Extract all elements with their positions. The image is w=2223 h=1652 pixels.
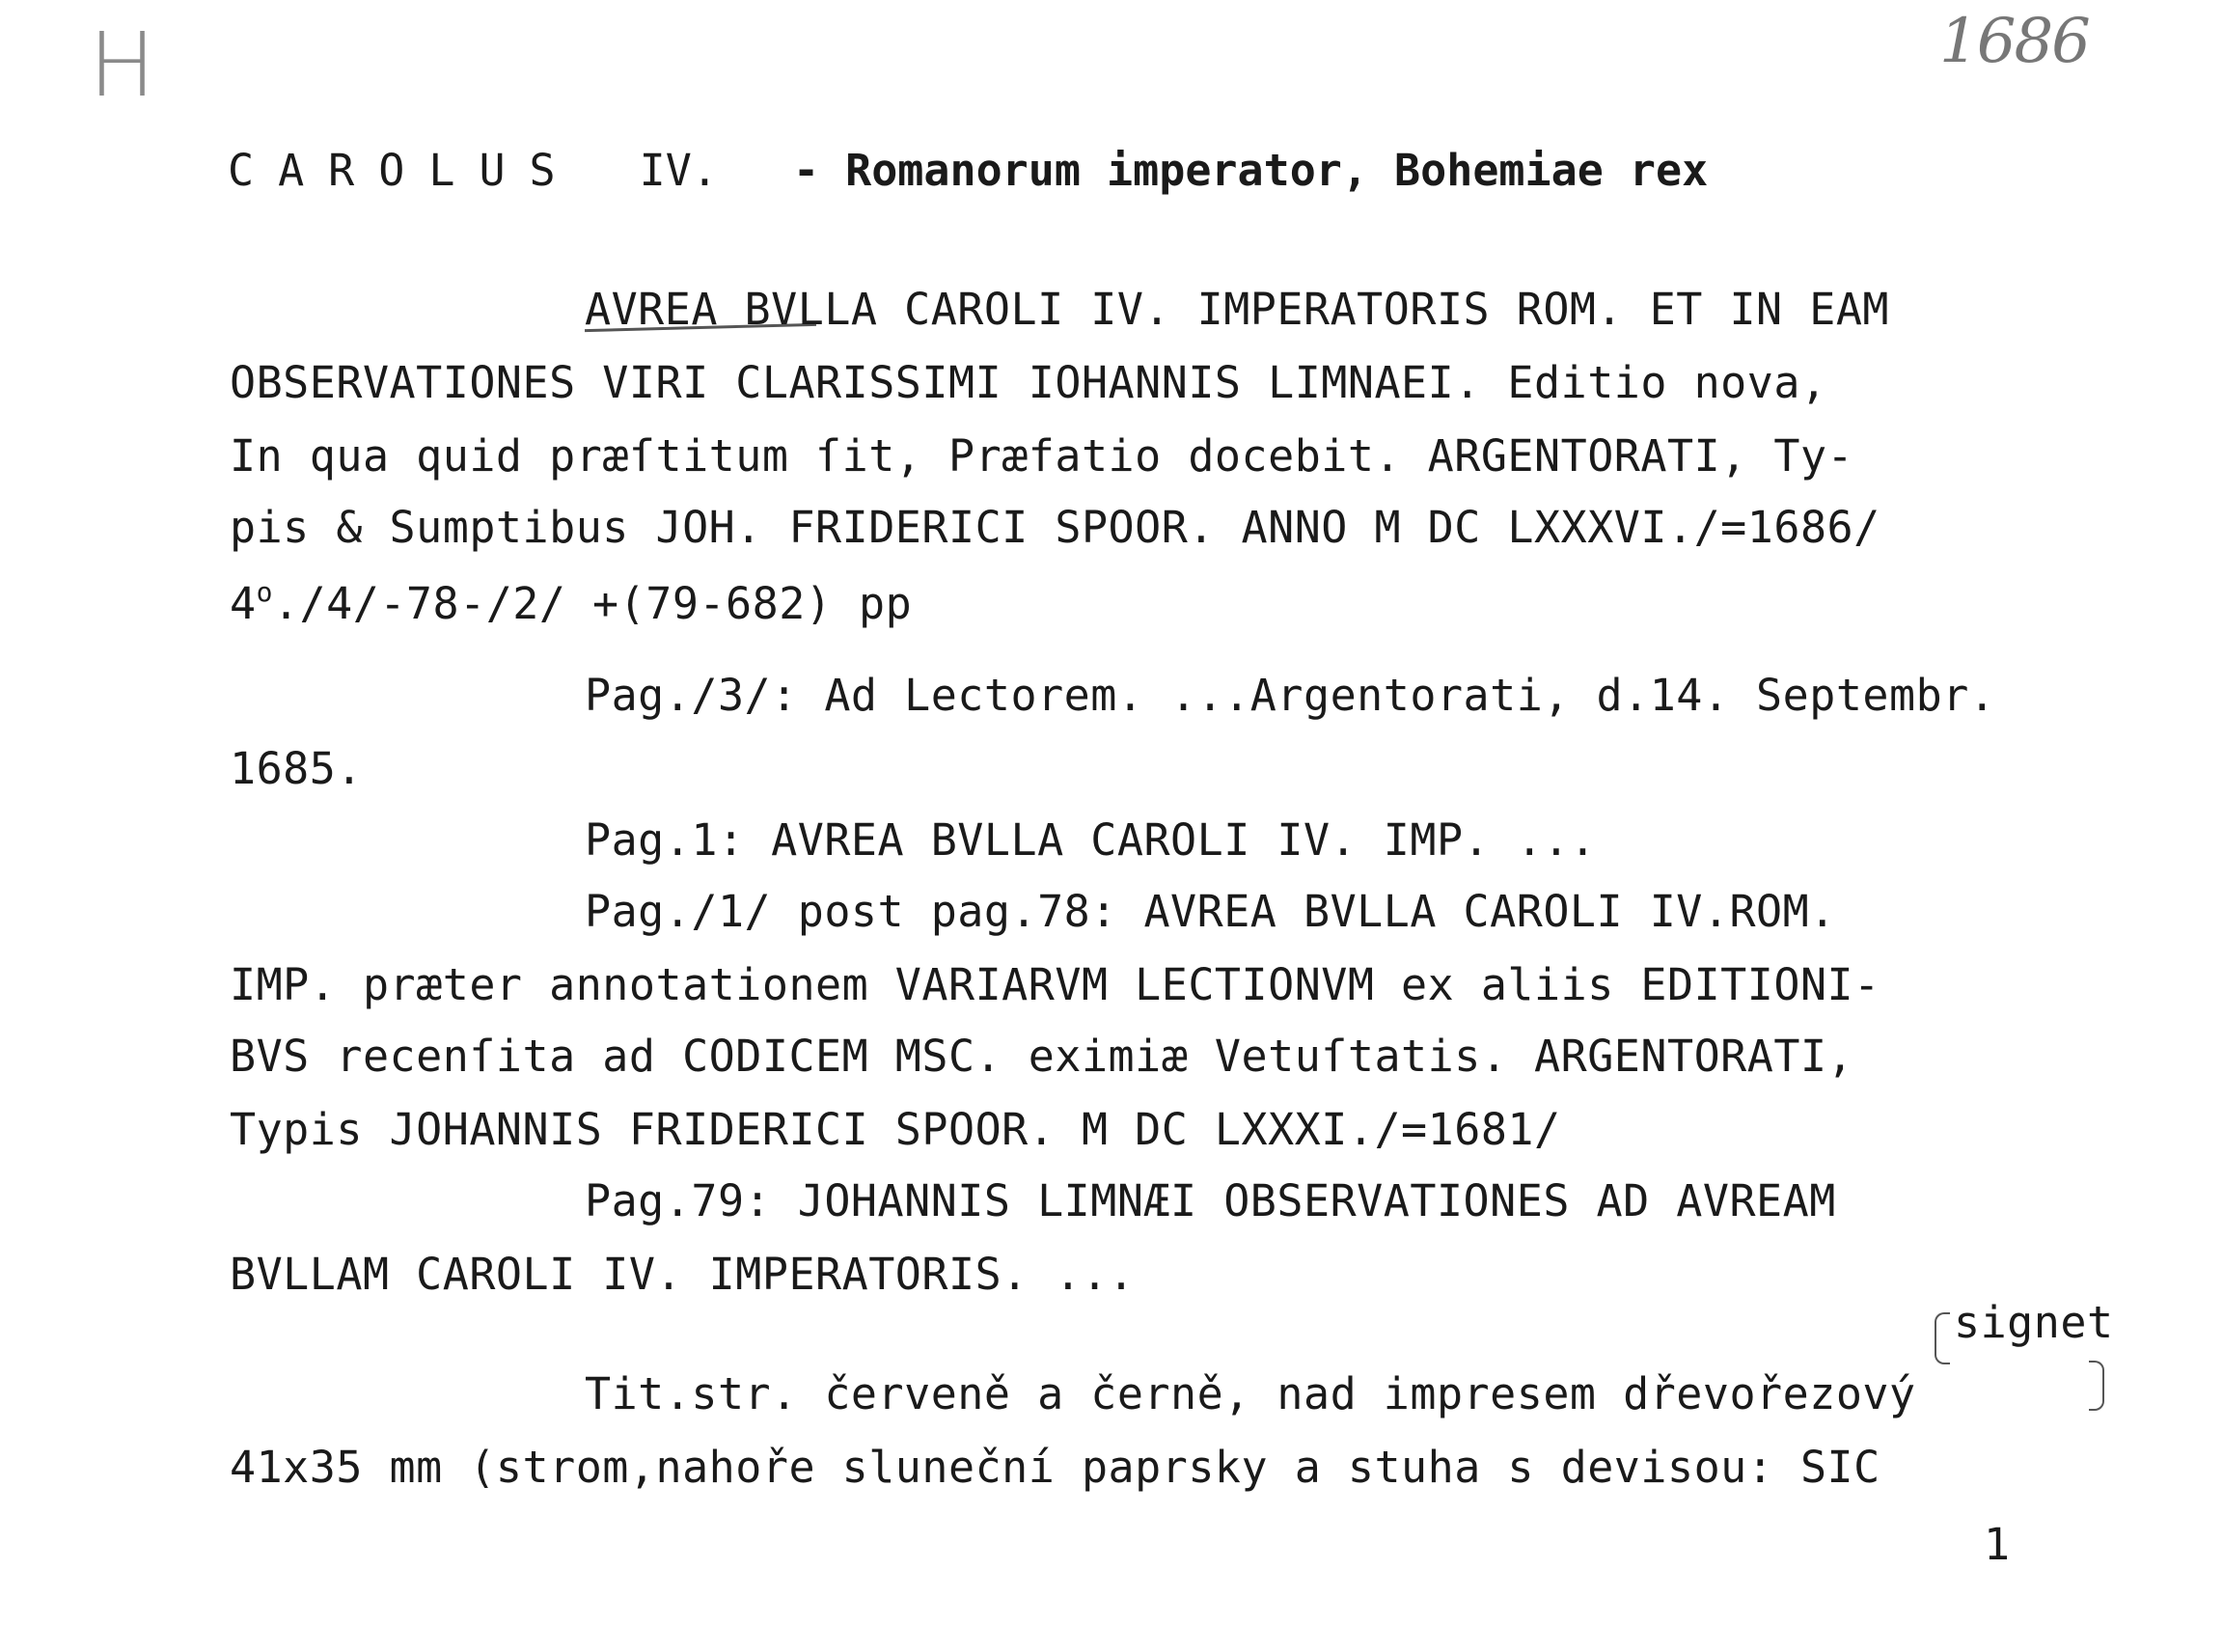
heading-subtitle: - Romanorum imperator, Bohemiae rex	[792, 145, 1709, 196]
body-line-6: Pag./3/: Ad Lectorem. ...Argentorati, d.14. Septembr.	[585, 670, 1996, 721]
body-line-13: Pag.79: JOHANNIS LIMNÆI OBSERVATIONES AD AVREAM	[585, 1175, 1836, 1226]
margin-note: signet	[1954, 1297, 2114, 1348]
margin-bracket-right	[2089, 1361, 2104, 1411]
heading-numeral: IV.	[639, 145, 718, 196]
body-line-9: Pag./1/ post pag.78: AVREA BVLLA CAROLI IV.ROM.	[585, 886, 1836, 937]
body-line-2: OBSERVATIONES VIRI CLARISSIMI IOHANNIS LIMNAEI. Editio nova,	[230, 357, 1827, 408]
body-line-8: Pag.1: AVREA BVLLA CAROLI IV. IMP. ...	[585, 814, 1597, 866]
body-line-12: Typis JOHANNIS FRIDERICI SPOOR. M DC LXXXI./=1681/	[230, 1104, 1561, 1155]
body-line-14: BVLLAM CAROLI IV. IMPERATORIS. ...	[230, 1249, 1136, 1300]
heading-author: CAROLUS	[228, 145, 580, 196]
body-line-16: 41x35 mm (strom,nahoře sluneční paprsky a stuha s devisou: SIC	[230, 1442, 1880, 1493]
accession-number: 1686	[1939, 6, 2089, 77]
body-line-5	[230, 576, 913, 629]
body-line-4: pis & Sumptibus JOH. FRIDERICI SPOOR. ANNO M DC LXXXVI./=1686/	[230, 502, 1880, 553]
body-line-10: IMP. præter annotationem VARIARVM LECTIONVM ex aliis EDITIONI-	[230, 959, 1880, 1010]
format-superscript: o	[256, 576, 273, 608]
margin-bracket-left	[1935, 1312, 1950, 1364]
heading	[228, 145, 1708, 196]
body-line-7: 1685.	[230, 743, 363, 794]
body-line-15: Tit.str. červeně a černě, nad impresem dřevořezový	[585, 1368, 1916, 1419]
body-line-11: BVS recenſita ad CODICEM MSC. eximiæ Vetuſtatis. ARGENTORATI,	[230, 1031, 1854, 1082]
body-line-1: AVREA BVLLA CAROLI IV. IMPERATORIS ROM. ET IN EAM	[585, 284, 1890, 335]
corner-mark: H	[89, 14, 156, 117]
format-prefix: 4	[230, 578, 257, 629]
collation: ./4/-78-/2/ +(79-682) pp	[272, 578, 913, 629]
page-number: 1	[1984, 1519, 2011, 1570]
body-line-3: In qua quid præſtitum ſit, Præfatio docebit. ARGENTORATI, Ty-	[230, 430, 1854, 482]
